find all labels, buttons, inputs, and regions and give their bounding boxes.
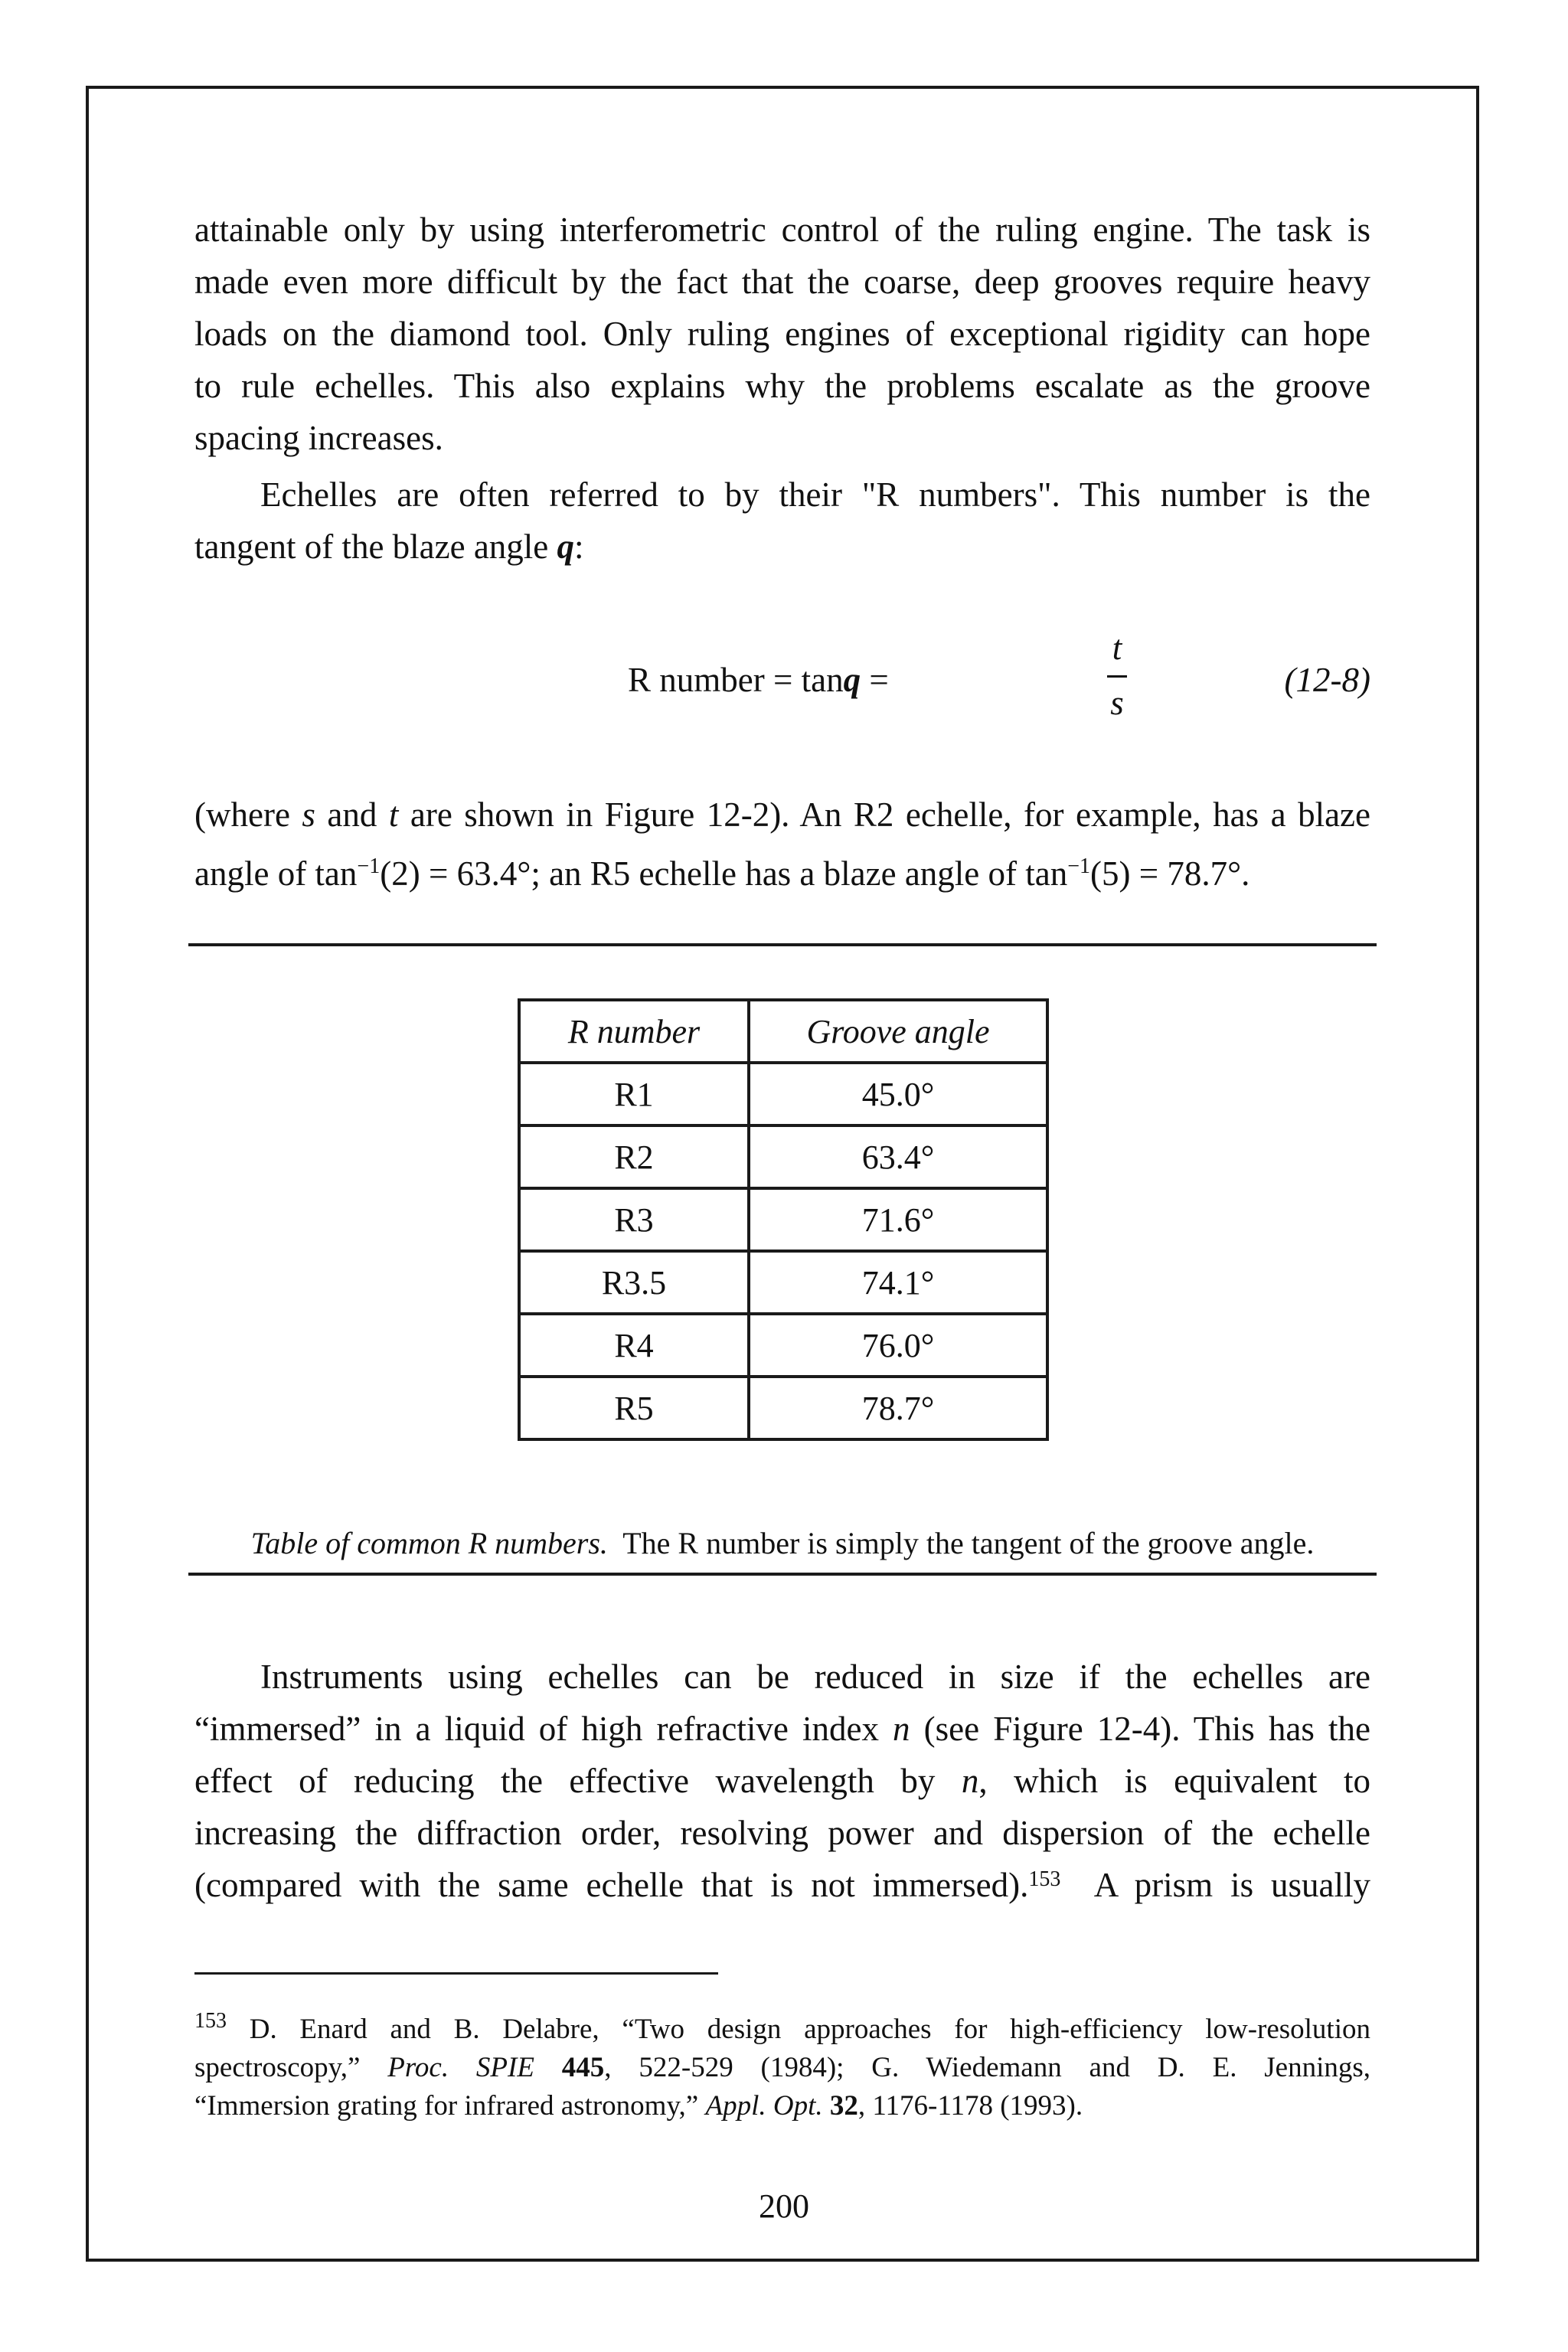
text-run: (where — [194, 795, 302, 834]
text-run — [823, 2090, 830, 2122]
table-row — [519, 1314, 1047, 1377]
text-line: spacing increases. — [194, 419, 443, 457]
text-run: , which is equivalent to — [978, 1762, 1370, 1800]
theta-symbol: q — [557, 528, 575, 566]
table-row — [519, 1377, 1047, 1439]
r-number-cell: R5 — [519, 1377, 749, 1439]
text-line: made even more difficult by the fact that the coarse, deep grooves require heavy — [194, 263, 1370, 301]
text-line — [194, 2087, 1370, 2125]
text-line — [194, 2049, 1370, 2087]
footnote-153 — [194, 2011, 1370, 2125]
fraction — [1107, 629, 1127, 727]
text-run — [534, 2052, 562, 2083]
paragraph-examples — [194, 789, 1370, 900]
equation-12-8 — [194, 629, 1370, 727]
paragraph-ruling-engines — [194, 204, 1370, 464]
equation-lhs: R number = tan — [628, 661, 844, 699]
variable-s: s — [302, 795, 315, 834]
text-line: increasing the diffraction order, resolving power and dispersion of the echelle — [194, 1814, 1370, 1852]
text-line — [194, 1755, 1370, 1807]
text-run: are shown in Figure 12-2). An R2 echelle, for example, has a blaze — [398, 795, 1370, 834]
groove-angle-cell: 78.7° — [749, 1377, 1047, 1439]
footnote-reference[interactable]: 153 — [1028, 1867, 1061, 1891]
groove-angle-cell: 45.0° — [749, 1063, 1047, 1125]
text-run: (see Figure 12-4). This has the — [910, 1710, 1370, 1748]
text-run: “Immersion grating for infrared astronomy,” — [194, 2090, 706, 2122]
groove-angle-cell: 71.6° — [749, 1188, 1047, 1251]
text-run: , 522-529 (1984); G. Wiedemann and D. E. Jennings, — [604, 2052, 1371, 2083]
table-row — [519, 1251, 1047, 1314]
r-numbers-table — [518, 998, 1049, 1441]
equation-equals: = — [861, 661, 889, 699]
text-run: : — [574, 528, 584, 566]
variable-n: n — [961, 1762, 979, 1800]
column-header-r-number: R number — [519, 1000, 749, 1063]
text-run: A prism is usually — [1060, 1866, 1370, 1904]
text-line: attainable only by using interferometric control of the ruling engine. The task is — [194, 211, 1370, 249]
paragraph-immersed-echelles — [194, 1651, 1370, 1911]
equation-expression — [628, 658, 889, 701]
text-line — [194, 1859, 1370, 1911]
text-run: and — [315, 795, 389, 834]
text-line — [194, 2011, 1370, 2049]
superscript: −1 — [1067, 854, 1091, 878]
text-line: to rule echelles. This also explains why the problems escalate as the groove — [194, 367, 1370, 405]
footnote-marker: 153 — [194, 2009, 227, 2033]
table-caption — [188, 1524, 1377, 1563]
text-run: angle of tan — [194, 854, 358, 893]
equation-number: (12-8) — [1284, 661, 1370, 699]
variable-t: t — [388, 795, 399, 834]
text-line — [194, 841, 1370, 900]
caption-text: The R number is simply the tangent of the groove angle. — [607, 1526, 1315, 1560]
table-header-row — [519, 1000, 1047, 1063]
paragraph-r-numbers — [194, 469, 1370, 573]
volume-number: 445 — [561, 2052, 605, 2083]
table-row — [519, 1188, 1047, 1251]
table-top-rule — [188, 943, 1377, 946]
r-number-cell: R3.5 — [519, 1251, 749, 1314]
text-line: Instruments using echelles can be reduced in size if the echelles are — [260, 1658, 1370, 1696]
superscript: −1 — [357, 854, 381, 878]
fraction-numerator: t — [1112, 629, 1122, 667]
text-run: spectroscopy,” — [194, 2052, 388, 2083]
groove-angle-cell: 63.4° — [749, 1125, 1047, 1188]
journal-name: Appl. Opt. — [705, 2090, 823, 2122]
r-number-cell: R1 — [519, 1063, 749, 1125]
text-run: “immersed” in a liquid of high refractive index — [194, 1710, 893, 1748]
fraction-bar — [1107, 675, 1127, 678]
variable-n: n — [893, 1710, 910, 1748]
journal-name: Proc. SPIE — [387, 2052, 534, 2083]
volume-number: 32 — [829, 2090, 858, 2122]
text-line: Echelles are often referred to by their "R numbers". This number is the — [260, 475, 1370, 514]
text-run: (compared with the same echelle that is not immersed). — [194, 1866, 1029, 1904]
caption-title: Table of common R numbers. — [250, 1526, 608, 1560]
r-number-cell: R3 — [519, 1188, 749, 1251]
text-run: , 1176-1178 (1993). — [858, 2090, 1083, 2122]
text-line — [194, 521, 1370, 573]
text-run: (2) = 63.4°; an R5 echelle has a blaze angle of tan — [380, 854, 1068, 893]
footnote-separator — [194, 1972, 718, 1975]
text-line — [194, 1703, 1370, 1755]
page-number: 200 — [759, 2187, 809, 2225]
text-line — [194, 789, 1370, 841]
groove-angle-cell: 76.0° — [749, 1314, 1047, 1377]
table-bottom-rule — [188, 1573, 1377, 1576]
table-row — [519, 1125, 1047, 1188]
groove-angle-cell: 74.1° — [749, 1251, 1047, 1314]
text-run: D. Enard and B. Delabre, “Two design approaches for high-efficiency low-resolution — [227, 2014, 1370, 2045]
text-run: effect of reducing the effective wavelength by — [194, 1762, 962, 1800]
r-number-cell: R4 — [519, 1314, 749, 1377]
text-run: (5) = 78.7°. — [1090, 854, 1250, 893]
fraction-denominator: s — [1110, 684, 1124, 722]
theta-symbol: q — [843, 661, 861, 699]
r-number-cell: R2 — [519, 1125, 749, 1188]
text-run: tangent of the blaze angle — [194, 528, 557, 566]
column-header-groove-angle: Groove angle — [749, 1000, 1047, 1063]
text-line: loads on the diamond tool. Only ruling engines of exceptional rigidity can hope — [194, 315, 1370, 353]
table-row — [519, 1063, 1047, 1125]
